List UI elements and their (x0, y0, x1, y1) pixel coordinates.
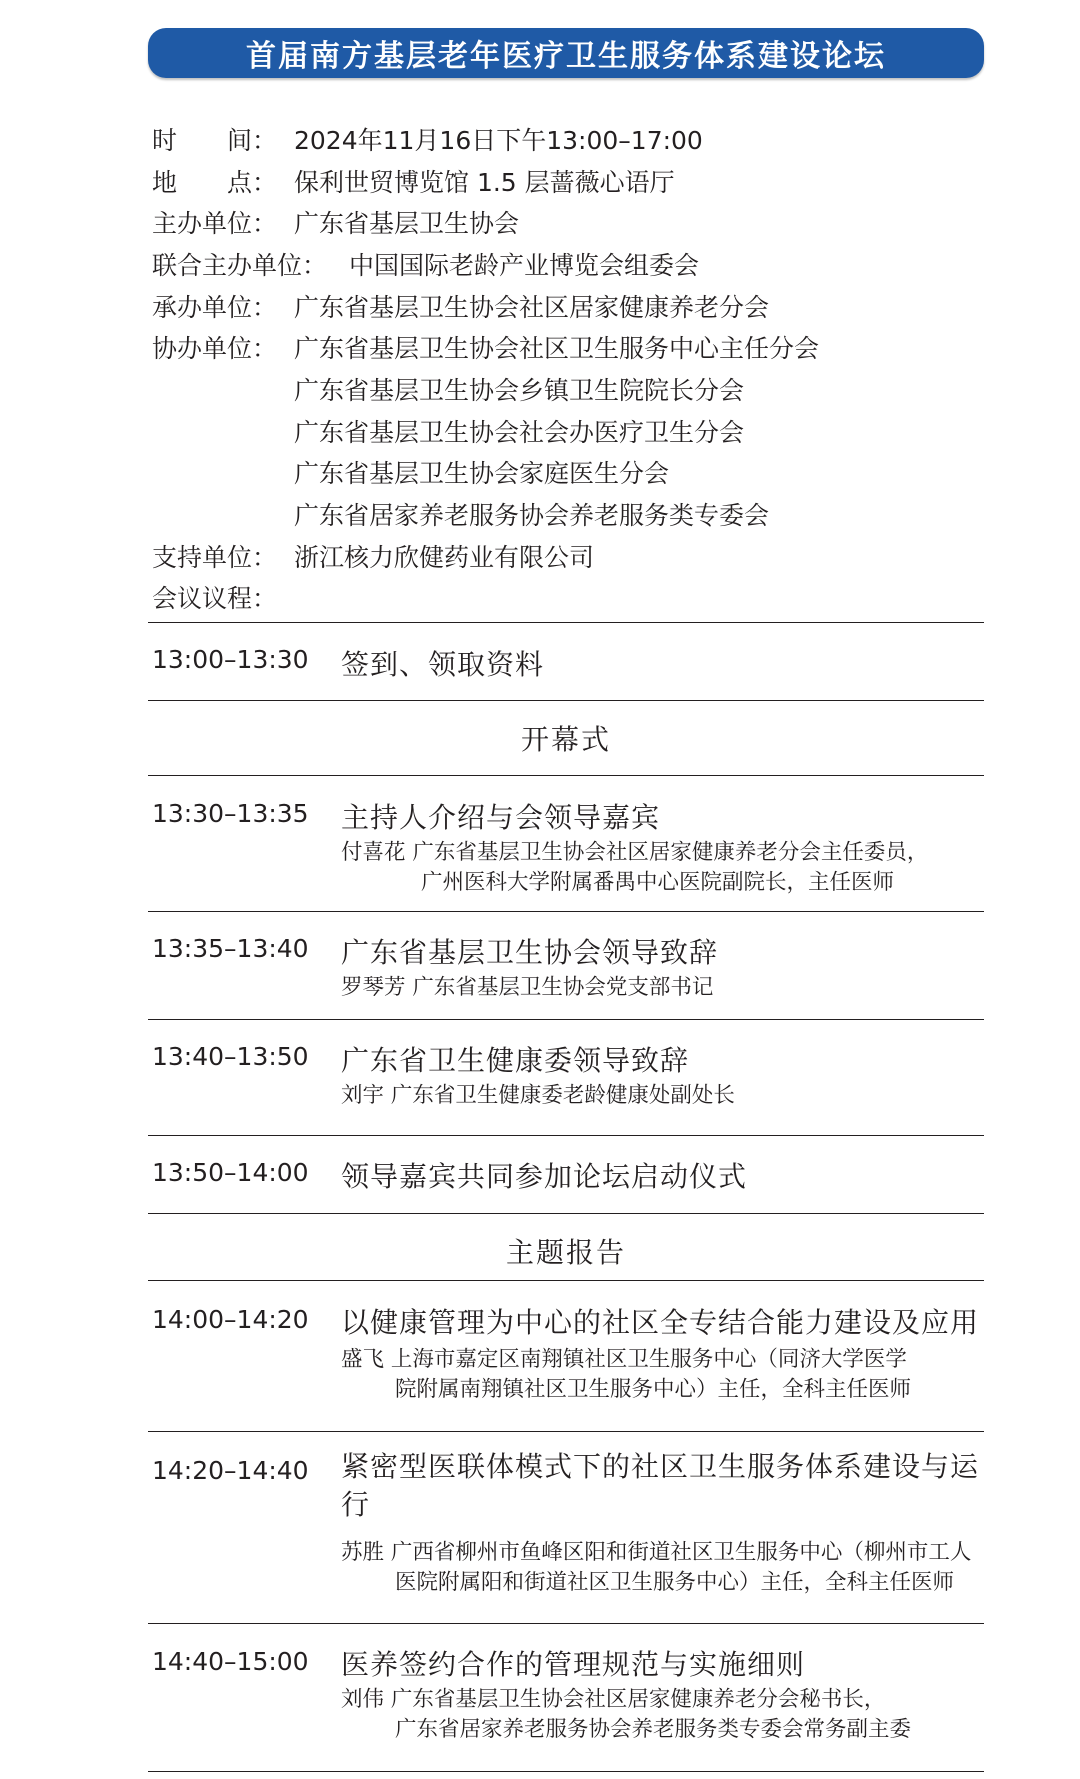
info-support-value: 浙江核力欣健药业有限公司 (294, 542, 595, 572)
agenda-speaker (341, 838, 928, 898)
agenda-speaker (341, 973, 713, 1003)
agenda-time: 14:20–14:40 (152, 1456, 309, 1485)
info-co-organizer-row (152, 452, 992, 494)
forum-title: 首届南方基层老年医疗卫生服务体系建设论坛 (246, 39, 886, 74)
divider (148, 700, 984, 701)
speaker-line: 盛飞 上海市嘉定区南翔镇社区卫生服务中心（同济大学医学 (341, 1347, 907, 1372)
co-organizer-item: 广东省居家养老服务协会养老服务类专委会 (294, 501, 770, 531)
speaker-line: 广东省居家养老服务协会养老服务类专委会常务副主委 (395, 1717, 912, 1742)
agenda-speaker (341, 1685, 911, 1745)
info-time-row (152, 118, 992, 160)
co-organizer-item: 广东省基层卫生协会乡镇卫生院院长分会 (294, 375, 745, 405)
divider (148, 1135, 984, 1136)
info-organizer-row (152, 285, 992, 327)
divider (148, 775, 984, 776)
divider (148, 1771, 984, 1772)
info-host-value: 广东省基层卫生协会 (294, 209, 520, 239)
agenda-time: 13:40–13:50 (152, 1042, 309, 1071)
info-host-row (152, 201, 992, 243)
divider (148, 1623, 984, 1624)
info-place-value: 保利世贸博览馆 1.5 层蔷薇心语厅 (294, 167, 675, 197)
speaker-line: 苏胜 广西省柳州市鱼峰区阳和街道社区卫生服务中心（柳州市工人 (341, 1540, 972, 1565)
info-agenda-row (152, 577, 992, 619)
agenda-speaker (341, 1538, 971, 1598)
agenda-title: 签到、领取资料 (341, 648, 545, 681)
info-co-organizer-label: 协办单位： (152, 334, 278, 364)
forum-info (152, 118, 992, 618)
co-organizer-item: 广东省基层卫生协会社会办医疗卫生分会 (294, 417, 745, 447)
agenda-time: 13:00–13:30 (152, 645, 309, 674)
agenda-time: 14:40–15:00 (152, 1647, 309, 1676)
speaker-line: 刘伟 广东省基层卫生协会社区居家健康养老分会秘书长， (341, 1687, 886, 1712)
co-organizer-item: 广东省基层卫生协会家庭医生分会 (294, 459, 670, 489)
agenda-title: 紧密型医联体模式下的社区卫生服务体系建设与运行 (341, 1450, 980, 1521)
divider (148, 1431, 984, 1432)
divider (148, 622, 984, 623)
speaker-line: 广州医科大学附属番禺中心医院副院长，主任医师 (421, 870, 895, 895)
speaker-line: 罗琴芳 广东省基层卫生协会党支部书记 (341, 975, 714, 1000)
agenda-title: 广东省卫生健康委领导致辞 (341, 1044, 690, 1077)
agenda-title: 以健康管理为中心的社区全专结合能力建设及应用 (341, 1306, 980, 1339)
info-organizer-label: 承办单位： (152, 292, 278, 322)
info-co-organizer-row (152, 326, 992, 368)
info-place-label: 地 点： (152, 167, 278, 197)
info-time-label: 时 间： (152, 125, 278, 155)
agenda-title: 广东省基层卫生协会领导致辞 (341, 936, 719, 969)
agenda-time: 13:35–13:40 (152, 934, 309, 963)
agenda-title: 主持人介绍与会领导嘉宾 (341, 801, 661, 834)
agenda-speaker (341, 1345, 911, 1405)
forum-title-banner (148, 28, 984, 78)
co-organizer-item: 广东省基层卫生协会社区卫生服务中心主任分会 (294, 334, 820, 364)
divider (148, 911, 984, 912)
section-heading-opening: 开幕式 (520, 723, 611, 756)
agenda-time: 14:00–14:20 (152, 1305, 309, 1334)
agenda-time: 13:50–14:00 (152, 1158, 309, 1187)
info-support-label: 支持单位： (152, 542, 278, 572)
divider (148, 1019, 984, 1020)
info-support-row (152, 535, 992, 577)
info-co-organizer-row (152, 410, 992, 452)
info-place-row (152, 160, 992, 202)
info-co-organizer-row (152, 493, 992, 535)
speaker-line: 医院附属阳和街道社区卫生服务中心）主任，全科主任医师 (395, 1570, 955, 1595)
info-co-organizer-row (152, 368, 992, 410)
agenda-time: 13:30–13:35 (152, 799, 309, 828)
info-cohost-label: 联合主办单位： (152, 250, 328, 280)
info-time-value: 2024年11月16日下午13:00–17:00 (294, 125, 703, 155)
agenda-title: 医养签约合作的管理规范与实施细则 (341, 1648, 806, 1681)
agenda-speaker (341, 1081, 735, 1111)
divider (148, 1213, 984, 1214)
info-host-label: 主办单位： (152, 209, 278, 239)
divider (148, 1280, 984, 1281)
section-heading-reports: 主题报告 (505, 1236, 626, 1269)
speaker-line: 刘宇 广东省卫生健康委老龄健康处副处长 (341, 1083, 735, 1108)
info-cohost-row (152, 243, 992, 285)
info-cohost-value: 中国国际老龄产业博览会组委会 (349, 250, 700, 280)
info-organizer-value: 广东省基层卫生协会社区居家健康养老分会 (294, 292, 770, 322)
speaker-line: 院附属南翔镇社区卫生服务中心）主任，全科主任医师 (395, 1377, 912, 1402)
agenda-title: 领导嘉宾共同参加论坛启动仪式 (341, 1160, 748, 1193)
speaker-line: 付喜花 广东省基层卫生协会社区居家健康养老分会主任委员， (341, 840, 929, 865)
info-agenda-label: 会议议程： (152, 584, 278, 614)
